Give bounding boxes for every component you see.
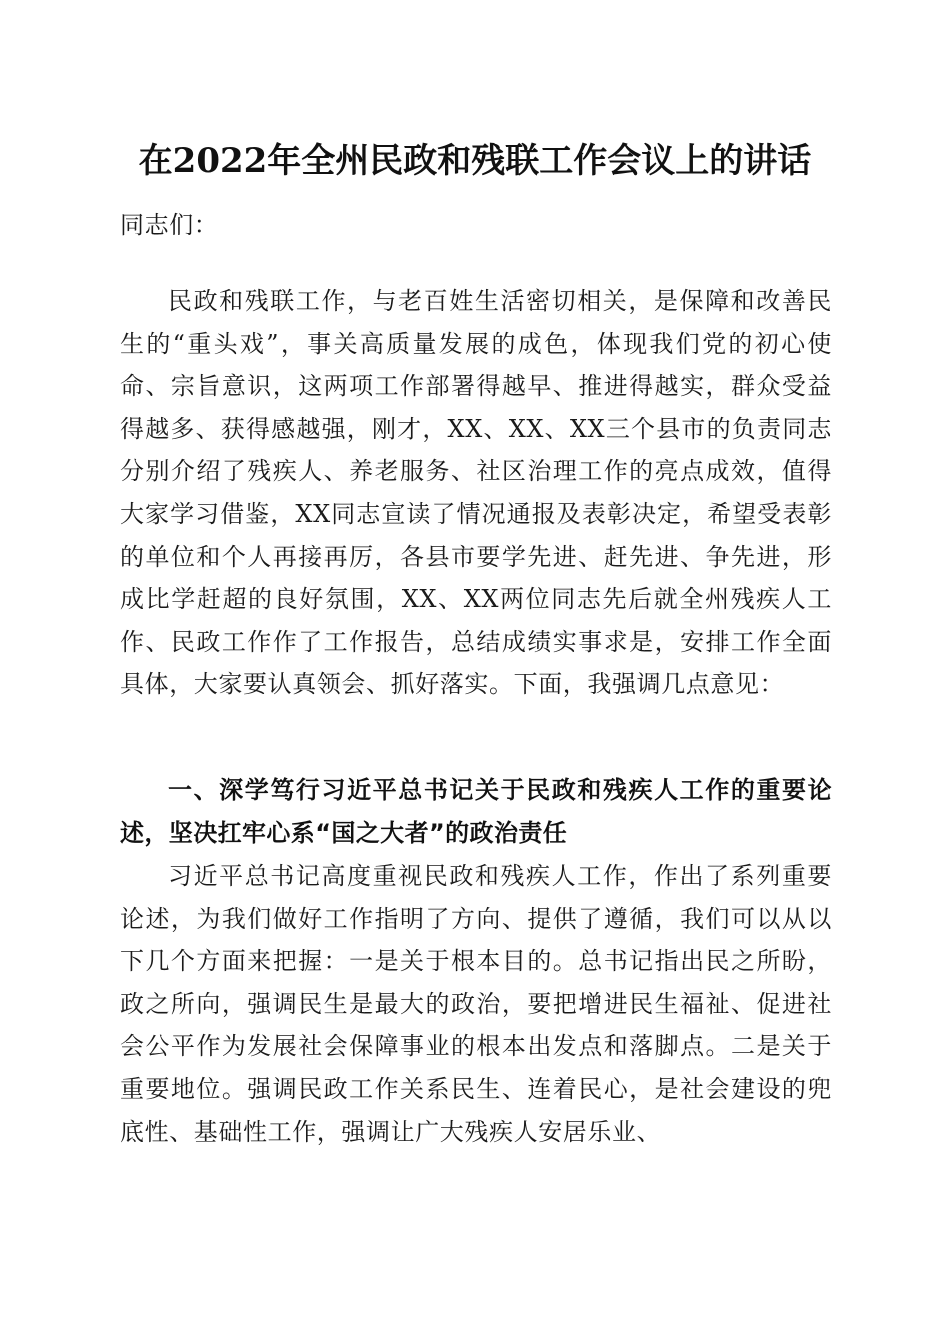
paragraph-section-1: 习近平总书记高度重视民政和残疾人工作，作出了系列重要论述，为我们做好工作指明了方向、提供了遵循，我们可以从以下几个方面来把握：一是关于根本目的。总书记指出民之所盼，政之所向，强调民生是最大的政治，要把增进民生福祉、促进社会公平作为发展社会保障事业的根本出发点和落脚点。二是关于重要地位。强调民政工作关系民生、连着民心，是社会建设的兜底性、基础性工作，强调让广大残疾人安居乐业、 bbox=[120, 862, 832, 1146]
section-heading-1: 一、深学笃行习近平总书记关于民政和残疾人工作的重要论述，坚决扛牢心系“国之大者”的政治责任 bbox=[120, 776, 832, 847]
salutation: 同志们： bbox=[120, 211, 219, 239]
paragraph-intro: 民政和残联工作，与老百姓生活密切相关，是保障和改善民生的“重头戏”，事关高质量发展的成色，体现我们党的初心使命、宗旨意识，这两项工作部署得越早、推进得越实，群众受益得越多、获得感越强，刚才，XX、XX、XX三个县市的负责同志分别介绍了残疾人、养老服务、社区治理工作的亮点成效，值得大家学习借鉴，XX同志宣读了情况通报及表彰决定，希望受表彰的单位和个人再接再厉，各县市要学先进、赶先进、争先进，形成比学赶超的良好氛围，XX、XX两位同志先后就全州残疾人工作、民政工作作了工作报告，总结成绩实事求是，安排工作全面具体，大家要认真领会、抓好落实。下面，我强调几点意见： bbox=[120, 287, 832, 699]
document-title: 在2022年全州民政和残联工作会议上的讲话 bbox=[138, 141, 812, 181]
